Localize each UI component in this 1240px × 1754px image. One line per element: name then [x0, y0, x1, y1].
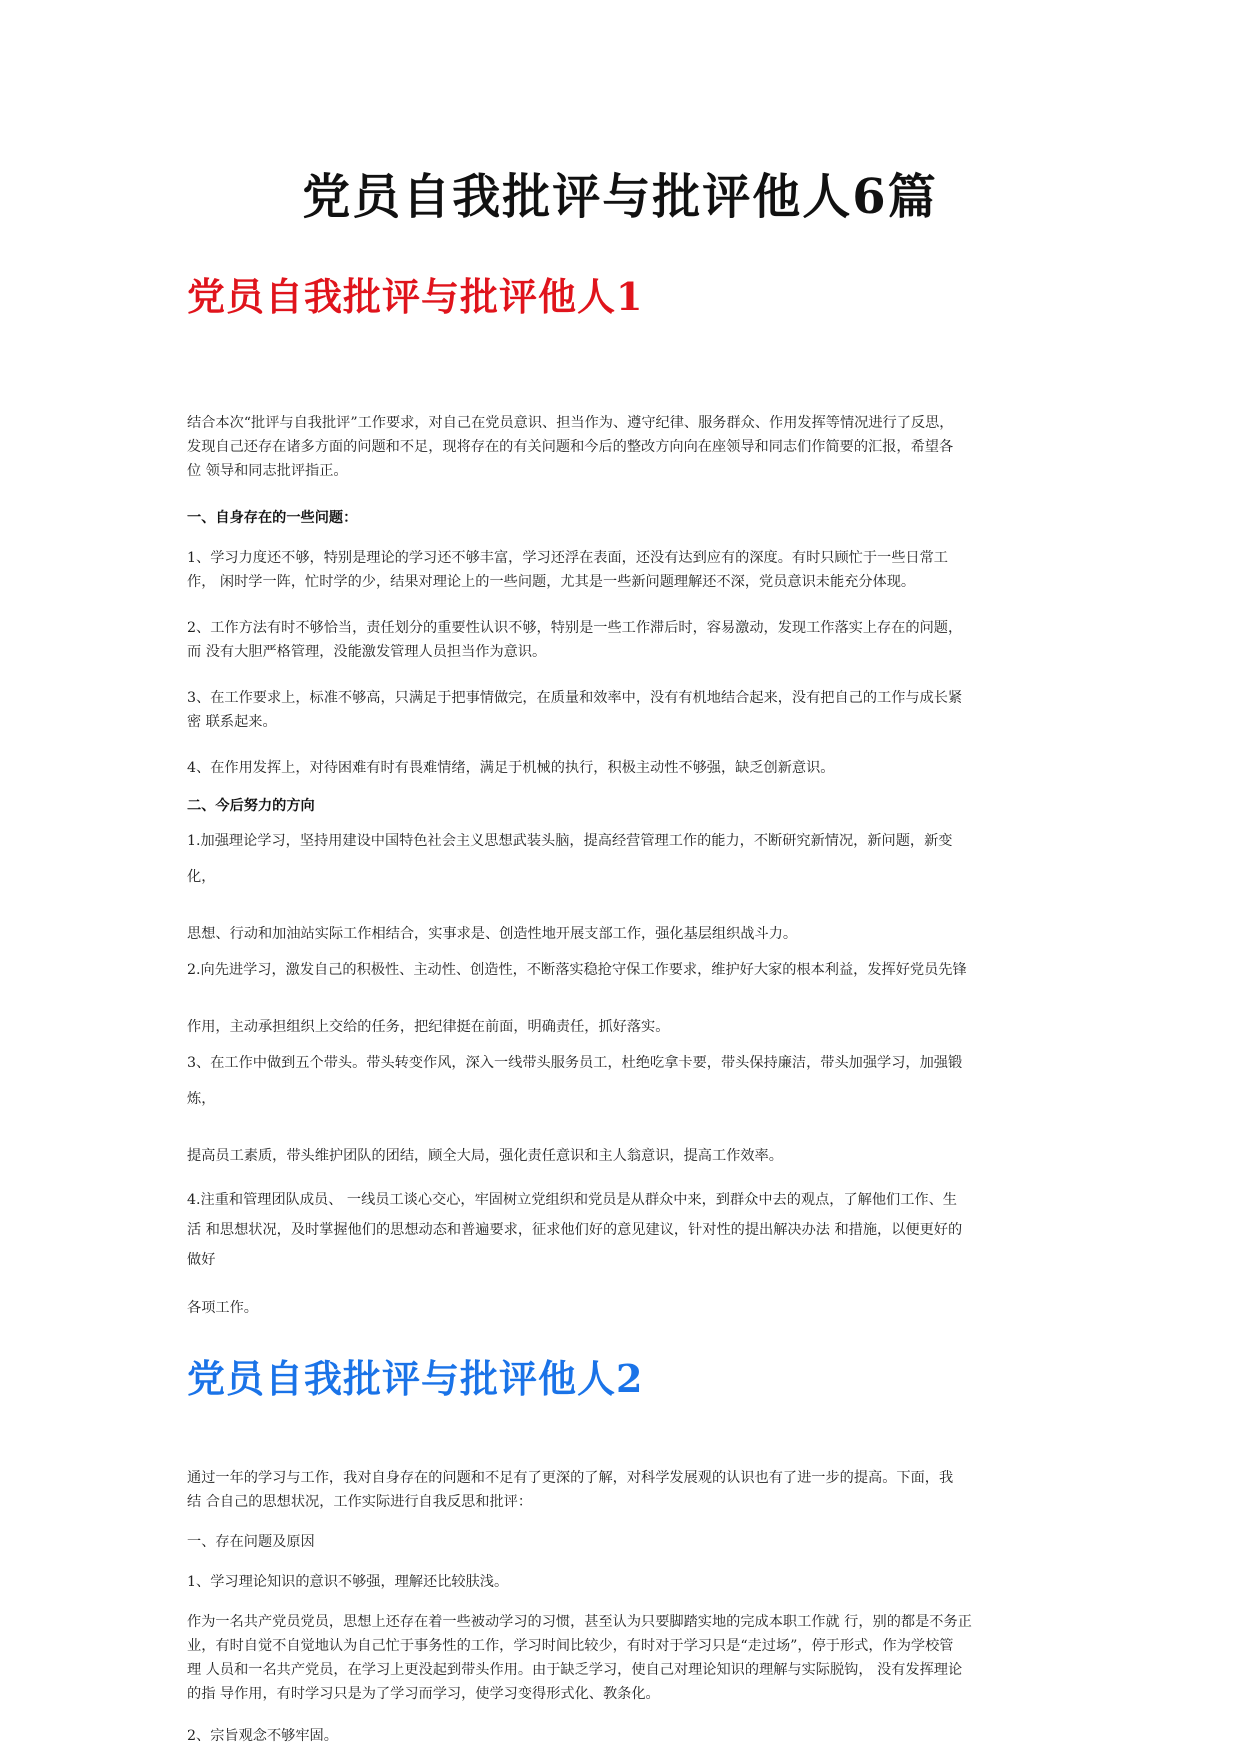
s1-intro-line-2: 发现自己还存在诸多方面的问题和不足，现将存在的有关问题和今后的整改方向向在座领导和同志们作简要的汇报，希望各	[187, 439, 954, 455]
s2-intro-line-1: 通过一年的学习与工作，我对自身存在的问题和不足有了更深的了解，对科学发展观的认识也有了进一步的提高。下面，我	[187, 1470, 954, 1486]
s1-direction-3-line-2: 炼，	[187, 1091, 216, 1107]
s1-direction-1-cont: 思想、行动和加油站实际工作相结合，实事求是、创造性地开展支部工作，强化基层组织战斗力。	[187, 926, 798, 942]
s1-direction-1-line-1: 1.加强理论学习，坚持用建设中国特色社会主义思想武装头脑，提高经营管理工作的能力，不断研究新情况，新问题，新变	[187, 833, 953, 849]
s2-subheading-problems: 一、存在问题及原因	[187, 1534, 315, 1550]
s1-direction-3-cont: 提高员工素质，带头维护团队的团结，顾全大局，强化责任意识和主人翁意识，提高工作效率。	[187, 1148, 783, 1164]
s1-direction-3-line-1: 3、在工作中做到五个带头。带头转变作风，深入一线带头服务员工，杜绝吃拿卡要，带头保持廉洁，带头加强学习，加强锻	[187, 1055, 963, 1071]
s2-problem-1-para-line-4: 的指 导作用，有时学习只是为了学习而学习，使学习变得形式化、教条化。	[187, 1686, 660, 1702]
s1-subheading-problems: 一、自身存在的一些问题：	[187, 510, 358, 526]
s1-problem-3-line-1: 3、在工作要求上，标准不够高，只满足于把事情做完，在质量和效率中，没有有机地结合起来，没有把自己的工作与成长紧	[187, 690, 963, 706]
s2-problem-1-para-line-1: 作为一名共产党员党员，思想上还存在着一些被动学习的习惯，甚至认为只要脚踏实地的完成本职工作就 行，别的都是不务正	[187, 1614, 972, 1630]
s2-problem-1-para-line-2: 业，有时自觉不自觉地认为自己忙于事务性的工作，学习时间比较少，有时对于学习只是“走过场”，停于形式，作为学校管	[187, 1638, 954, 1654]
s1-subheading-direction: 二、今后努力的方向	[187, 798, 315, 814]
s2-problem-1-para-line-3: 理 人员和一名共产党员，在学习上更没起到带头作用。由于缺乏学习，使自己对理论知识的理解与实际脱钩， 没有发挥理论	[187, 1662, 963, 1678]
document-title: 党员自我批评与批评他人6篇	[302, 169, 938, 225]
s1-problem-1-line-2: 作， 闲时学一阵，忙时学的少，结果对理论上的一些问题，尤其是一些新问题理解还不深，党员意识未能充分体现。	[187, 574, 916, 590]
s1-problem-2-line-2: 而 没有大胆严格管理，没能激发管理人员担当作为意识。	[187, 644, 547, 660]
s1-direction-4-cont: 各项工作。	[187, 1300, 258, 1316]
s2-problem-1: 1、学习理论知识的意识不够强，理解还比较肤浅。	[187, 1574, 509, 1590]
s2-problem-2: 2、宗旨观念不够牢固。	[187, 1728, 338, 1744]
s1-problem-2-line-1: 2、工作方法有时不够恰当，责任划分的重要性认识不够，特别是一些工作滞后时，容易激动，发现工作落实上存在的问题，	[187, 620, 963, 636]
s1-problem-1-line-1: 1、学习力度还不够，特别是理论的学习还不够丰富，学习还浮在表面，还没有达到应有的深度。有时只顾忙于一些日常工	[187, 550, 948, 566]
s1-intro-line-3: 位 领导和同志批评指正。	[187, 463, 348, 479]
section-2-heading: 党员自我批评与批评他人2	[187, 1356, 644, 1401]
s1-direction-4-line-3: 做好	[187, 1252, 216, 1268]
s1-direction-1-line-2: 化，	[187, 869, 216, 885]
s1-problem-4: 4、在作用发挥上，对待困难有时有畏难情绪，满足于机械的执行，积极主动性不够强，缺乏创新意识。	[187, 760, 835, 776]
s1-direction-4-line-1: 4.注重和管理团队成员、 一线员工谈心交心，牢固树立党组织和党员是从群众中来，到群众中去的观点，了解他们工作、生	[187, 1192, 957, 1208]
s1-direction-2-line-1: 2.向先进学习，激发自己的积极性、主动性、创造性，不断落实稳抢守保工作要求，维护好大家的根本利益，发挥好党员先锋	[187, 962, 967, 978]
s1-problem-3-line-2: 密 联系起来。	[187, 714, 277, 730]
s1-direction-4-line-2: 活 和思想状况，及时掌握他们的思想动态和普遍要求，征求他们好的意见建议，针对性的提出解决办法 和措施，以便更好的	[187, 1222, 963, 1238]
s1-intro-line-1: 结合本次“批评与自我批评”工作要求，对自己在党员意识、担当作为、遵守纪律、服务群众、作用发挥等情况进行了反思，	[187, 415, 954, 431]
s1-direction-2-cont: 作用，主动承担组织上交给的任务，把纪律挺在前面，明确责任，抓好落实。	[187, 1019, 670, 1035]
section-1-heading: 党员自我批评与批评他人1	[187, 274, 644, 319]
s2-intro-line-2: 结 合自己的思想状况，工作实际进行自我反思和批评：	[187, 1494, 533, 1510]
